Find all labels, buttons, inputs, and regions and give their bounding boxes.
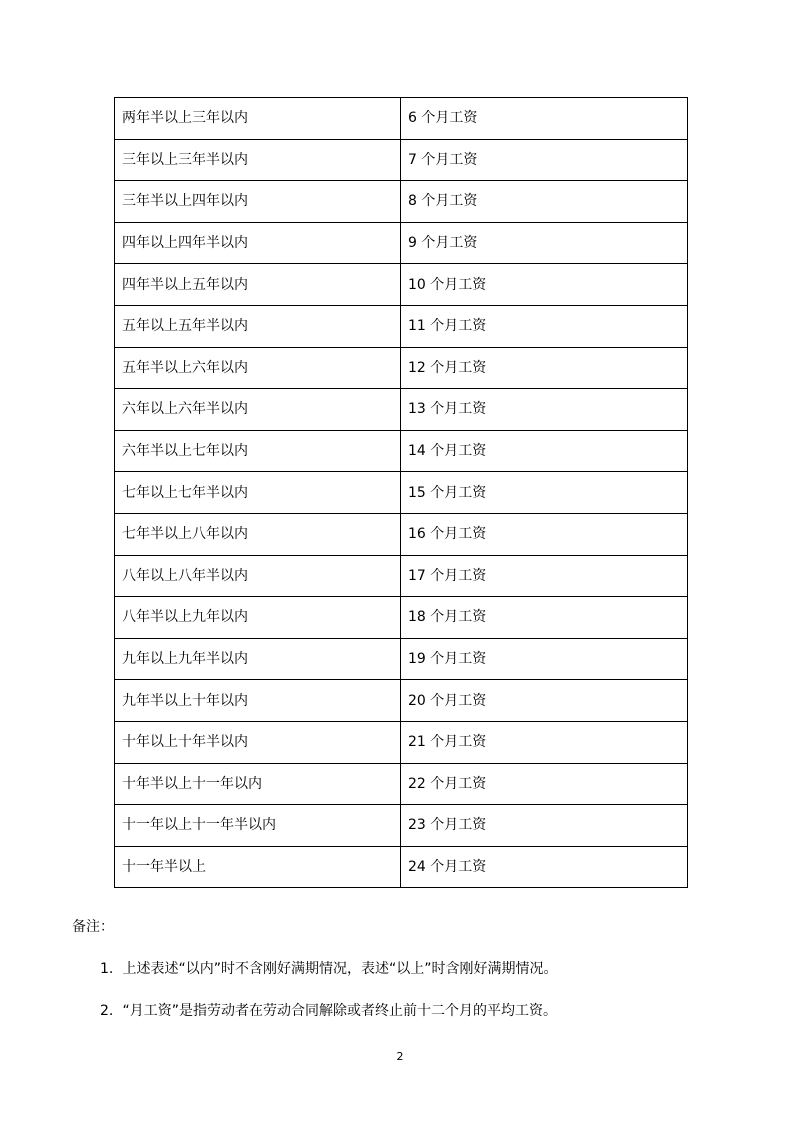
compensation-cell: 13 个月工资 xyxy=(401,389,688,431)
compensation-cell: 23 个月工资 xyxy=(401,805,688,847)
period-cell: 七年以上七年半以内 xyxy=(115,472,401,514)
compensation-cell: 10 个月工资 xyxy=(401,264,688,306)
period-cell: 六年半以上七年以内 xyxy=(115,430,401,472)
table-row xyxy=(115,305,688,347)
compensation-table xyxy=(114,97,688,888)
note-text: “月工资”是指劳动者在劳动合同解除或者终止前十二个月的平均工资。 xyxy=(122,1003,557,1019)
compensation-cell: 12 个月工资 xyxy=(401,347,688,389)
period-cell: 十一年以上十一年半以内 xyxy=(115,805,401,847)
table-row xyxy=(115,805,688,847)
table-row xyxy=(115,430,688,472)
table-row xyxy=(115,555,688,597)
compensation-cell: 21 个月工资 xyxy=(401,721,688,763)
note-number: 1. xyxy=(100,961,114,977)
table-row xyxy=(115,638,688,680)
table-row xyxy=(115,222,688,264)
period-cell: 九年以上九年半以内 xyxy=(115,638,401,680)
table-row xyxy=(115,763,688,805)
compensation-cell: 15 个月工资 xyxy=(401,472,688,514)
period-cell: 两年半以上三年以内 xyxy=(115,98,401,140)
note-item xyxy=(100,1001,557,1021)
table-row xyxy=(115,181,688,223)
notes-heading: 备注： xyxy=(72,919,114,935)
compensation-cell: 22 个月工资 xyxy=(401,763,688,805)
period-cell: 九年半以上十年以内 xyxy=(115,680,401,722)
table-row xyxy=(115,139,688,181)
period-cell: 十一年半以上 xyxy=(115,846,401,888)
table-row xyxy=(115,680,688,722)
note-text: 上述表述“以内”时不含刚好满期情况，表述“以上”时含刚好满期情况。 xyxy=(122,961,558,977)
compensation-cell: 19 个月工资 xyxy=(401,638,688,680)
compensation-cell: 8 个月工资 xyxy=(401,181,688,223)
compensation-cell: 9 个月工资 xyxy=(401,222,688,264)
compensation-cell: 6 个月工资 xyxy=(401,98,688,140)
compensation-cell: 14 个月工资 xyxy=(401,430,688,472)
compensation-cell: 11 个月工资 xyxy=(401,305,688,347)
period-cell: 五年以上五年半以内 xyxy=(115,305,401,347)
page-number: 2 xyxy=(396,1050,404,1063)
period-cell: 十年以上十年半以内 xyxy=(115,721,401,763)
period-cell: 四年以上四年半以内 xyxy=(115,222,401,264)
period-cell: 三年半以上四年以内 xyxy=(115,181,401,223)
compensation-cell: 24 个月工资 xyxy=(401,846,688,888)
table-row xyxy=(115,389,688,431)
compensation-cell: 17 个月工资 xyxy=(401,555,688,597)
compensation-cell: 20 个月工资 xyxy=(401,680,688,722)
table-row xyxy=(115,597,688,639)
compensation-cell: 18 个月工资 xyxy=(401,597,688,639)
period-cell: 八年半以上九年以内 xyxy=(115,597,401,639)
period-cell: 八年以上八年半以内 xyxy=(115,555,401,597)
period-cell: 五年半以上六年以内 xyxy=(115,347,401,389)
table-row xyxy=(115,721,688,763)
table-row xyxy=(115,846,688,888)
table-row xyxy=(115,98,688,140)
table-row xyxy=(115,347,688,389)
note-item xyxy=(100,959,557,979)
compensation-cell: 16 个月工资 xyxy=(401,513,688,555)
table-row xyxy=(115,472,688,514)
period-cell: 三年以上三年半以内 xyxy=(115,139,401,181)
period-cell: 十年半以上十一年以内 xyxy=(115,763,401,805)
period-cell: 七年半以上八年以内 xyxy=(115,513,401,555)
note-number: 2. xyxy=(100,1003,114,1019)
period-cell: 六年以上六年半以内 xyxy=(115,389,401,431)
table-row xyxy=(115,513,688,555)
compensation-cell: 7 个月工资 xyxy=(401,139,688,181)
table-row xyxy=(115,264,688,306)
period-cell: 四年半以上五年以内 xyxy=(115,264,401,306)
